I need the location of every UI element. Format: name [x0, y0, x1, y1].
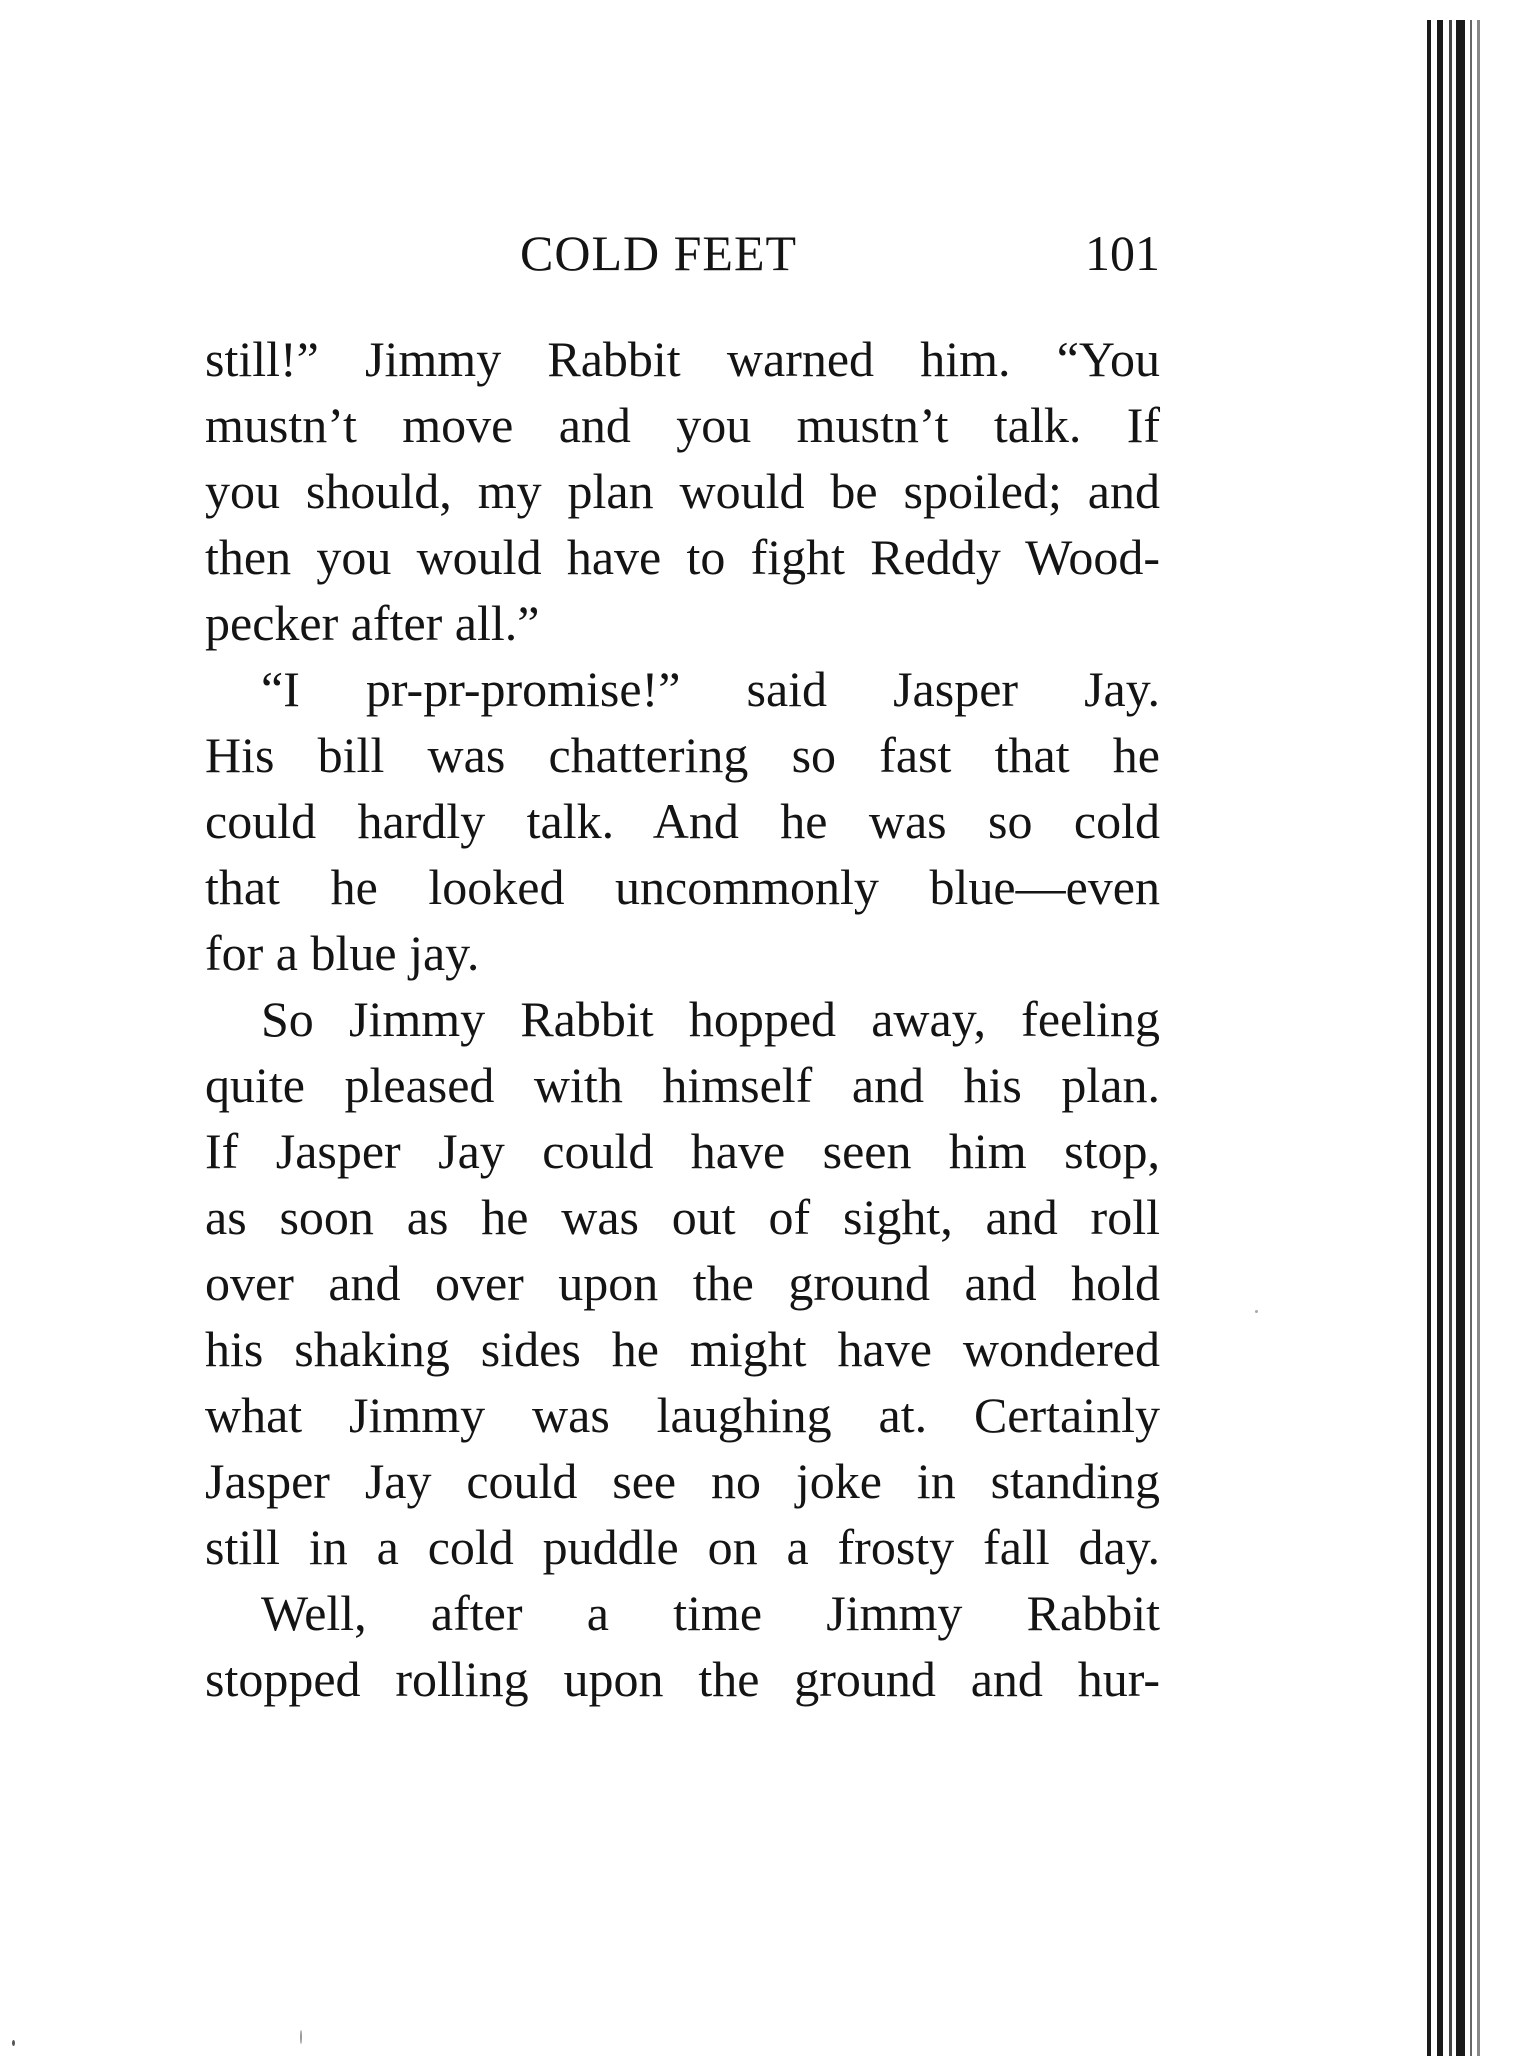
text-line: over and over upon the ground and hold	[205, 1255, 1160, 1311]
text-line: mustn’t move and you mustn’t talk. If	[205, 397, 1160, 453]
text-line: what Jimmy was laughing at. Certainly	[205, 1387, 1160, 1443]
text-line: Jasper Jay could see no joke in standing	[205, 1453, 1160, 1509]
text-line: could hardly talk. And he was so cold	[205, 793, 1160, 849]
scan-speck	[300, 2030, 302, 2044]
page-edge-shadow	[1425, 20, 1520, 2056]
page-edge-line	[1477, 20, 1480, 2056]
page-edge-line	[1449, 20, 1452, 2056]
text-line: for a blue jay.	[205, 925, 480, 981]
text-line: quite pleased with himself and his plan.	[205, 1057, 1160, 1113]
text-line: that he looked uncommonly blue—even	[205, 859, 1160, 915]
text-line: still!” Jimmy Rabbit warned him. “You	[205, 331, 1160, 387]
text-line: still in a cold puddle on a frosty fall day.	[205, 1519, 1160, 1575]
text-line: as soon as he was out of sight, and roll	[205, 1189, 1160, 1245]
page-number: 101	[1085, 225, 1160, 281]
page-edge-line	[1437, 20, 1443, 2056]
text-line: then you would have to fight Reddy Wood-	[205, 529, 1160, 585]
page-edge-line	[1470, 20, 1472, 2056]
text-line: So Jimmy Rabbit hopped away, feeling	[261, 991, 1160, 1047]
chapter-title: COLD FEET	[520, 225, 798, 281]
text-line: His bill was chattering so fast that he	[205, 727, 1160, 783]
text-line: “I pr-pr-promise!” said Jasper Jay.	[261, 661, 1160, 717]
page-edge-line	[1427, 20, 1431, 2056]
text-line: you should, my plan would be spoiled; and	[205, 463, 1160, 519]
text-line: If Jasper Jay could have seen him stop,	[205, 1123, 1160, 1179]
scan-speck	[12, 2040, 15, 2046]
text-line: pecker after all.”	[205, 595, 540, 651]
text-line: his shaking sides he might have wondered	[205, 1321, 1160, 1377]
body-text	[205, 326, 1160, 1712]
running-head	[205, 222, 1160, 284]
page-edge-line	[1456, 20, 1465, 2056]
scan-speck	[1255, 1310, 1258, 1313]
text-line: stopped rolling upon the ground and hur-	[205, 1651, 1160, 1707]
text-line: Well, after a time Jimmy Rabbit	[261, 1585, 1160, 1641]
